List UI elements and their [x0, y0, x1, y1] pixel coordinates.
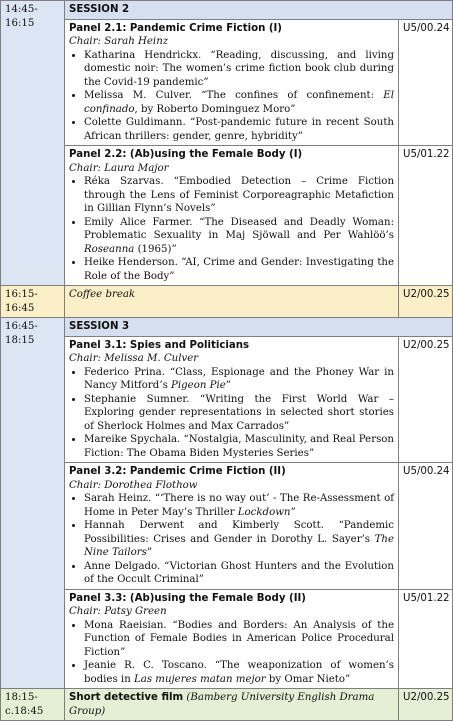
room-label: U5/00.24: [399, 463, 453, 590]
panel-3-3-row: [1, 589, 453, 689]
talk-list: [69, 366, 394, 461]
room-label: U2/00.25: [399, 336, 453, 463]
room-label: U5/00.24: [399, 19, 453, 146]
panel-3-1: [65, 336, 399, 463]
talk-item: • Heike Henderson. “AI, Crime and Gender: Investigating the Role of the Body”: [84, 256, 394, 283]
panel-title: Panel 3.3: (Ab)using the Female Body (II): [69, 592, 306, 604]
room-label: U2/00.25: [399, 689, 453, 721]
talk-item: • Melissa M. Culver. “The confines of confinement: El confinado, by Roberto Dominguez Moro”: [84, 89, 394, 116]
panel-title: Panel 3.1: Spies and Politicians: [69, 339, 250, 351]
panel-chair: Chair: Dorothea Flothow: [69, 479, 198, 491]
film-label: Short detective film: [69, 692, 184, 703]
talk-item: • Federico Prina. “Class, Espionage and the Phoney War in Nancy Mitford’s Pigeon Pie”: [84, 366, 394, 393]
panel-chair: Chair: Melissa M. Culver: [69, 353, 199, 364]
panel-3-3: [65, 589, 399, 689]
session-3-header-row: [1, 318, 453, 337]
coffee-time: 16:15-16:45: [1, 286, 65, 318]
coffee-label: Coffee break: [65, 286, 399, 318]
room-label: U5/01.22: [399, 146, 453, 286]
coffee-break-row: [1, 286, 453, 318]
film-cell: [65, 689, 399, 721]
panel-chair: Chair: Laura Major: [69, 162, 169, 174]
talk-list: [69, 492, 394, 587]
film-note: (Bamberg University English Drama Group): [69, 692, 375, 717]
panel-title: Panel 3.2: Pandemic Crime Fiction (II): [69, 466, 286, 477]
panel-2-2: [65, 146, 399, 286]
talk-item: • Sarah Heinz. “‘There is no way out’ - The Re-Assessment of Home in Peter May’s Thriller Lockdown”: [84, 492, 394, 519]
talk-item: • Emily Alice Farmer. “The Diseased and Deadly Woman: Problematic Sexuality in Maj Sjöwall and Per Wahlöö’s Roseanna (1965)”: [84, 216, 394, 257]
talk-item: • Colette Guldimann. “Post-pandemic future in recent South African thrillers: gender, genre, hybridity”: [84, 116, 394, 143]
talk-item: • Mona Raeisian. “Bodies and Borders: An Analysis of the Function of Female Bodies in American Police Procedural Fiction”: [84, 619, 394, 660]
session-2-time: 14:45-16:15: [1, 1, 65, 286]
panel-2-2-row: [1, 146, 453, 286]
talk-list: [69, 175, 394, 283]
talk-item: • Hannah Derwent and Kimberly Scott. “Pandemic Possibilities: Crises and Gender in Dorothy L. Sayer’s The Nine Tailors”: [84, 519, 394, 560]
session-2-label: SESSION 2: [65, 1, 453, 20]
panel-2-1: [65, 19, 399, 146]
session-3-time: 16:45-18:15: [1, 318, 65, 689]
session-3-label: SESSION 3: [65, 318, 453, 337]
room-label: U2/00.25: [399, 286, 453, 318]
talk-item: • Mareike Spychala. “Nostalgia, Masculinity, and Real Person Fiction: The Obama Biden Mysteries Series”: [84, 433, 394, 460]
talk-item: • Réka Szarvas. “Embodied Detection – Crime Fiction through the Lens of Feminist Corporeagraphic Metafiction in Gillian Flynn’s Novels”: [84, 175, 394, 216]
panel-chair: Chair: Patsy Green: [69, 606, 167, 617]
panel-3-2: [65, 463, 399, 590]
talk-item: • Jeanie R. C. Toscano. “The weaponization of women’s bodies in Las mujeres matan mejor by Omar Nieto”: [84, 659, 394, 686]
room-label: U5/01.22: [399, 589, 453, 689]
panel-title: Panel 2.1: Pandemic Crime Fiction (I): [69, 22, 282, 34]
talk-list: [69, 619, 394, 687]
session-2-header-row: [1, 1, 453, 20]
panel-title: Panel 2.2: (Ab)using the Female Body (I): [69, 149, 303, 160]
panel-chair: Chair: Sarah Heinz: [69, 36, 169, 47]
film-time: 18:15-c.18:45: [1, 689, 65, 721]
panel-2-1-row: [1, 19, 453, 146]
talk-item: • Katharina Hendrickx. “Reading, discussing, and living domestic noir: The women’s crime fiction book club during the Covid-19 pandemic”: [84, 49, 394, 90]
panel-3-2-row: [1, 463, 453, 590]
film-row: [1, 689, 453, 721]
panel-3-1-row: [1, 336, 453, 463]
talk-item: • Anne Delgado. “Victorian Ghost Hunters and the Evolution of the Occult Criminal”: [84, 560, 394, 587]
talk-item: • Stephanie Sumner. “Writing the First World War – Exploring gender representations in selected short stories of Sherlock Holmes and Max Carrados”: [84, 393, 394, 434]
talk-list: [69, 49, 394, 144]
